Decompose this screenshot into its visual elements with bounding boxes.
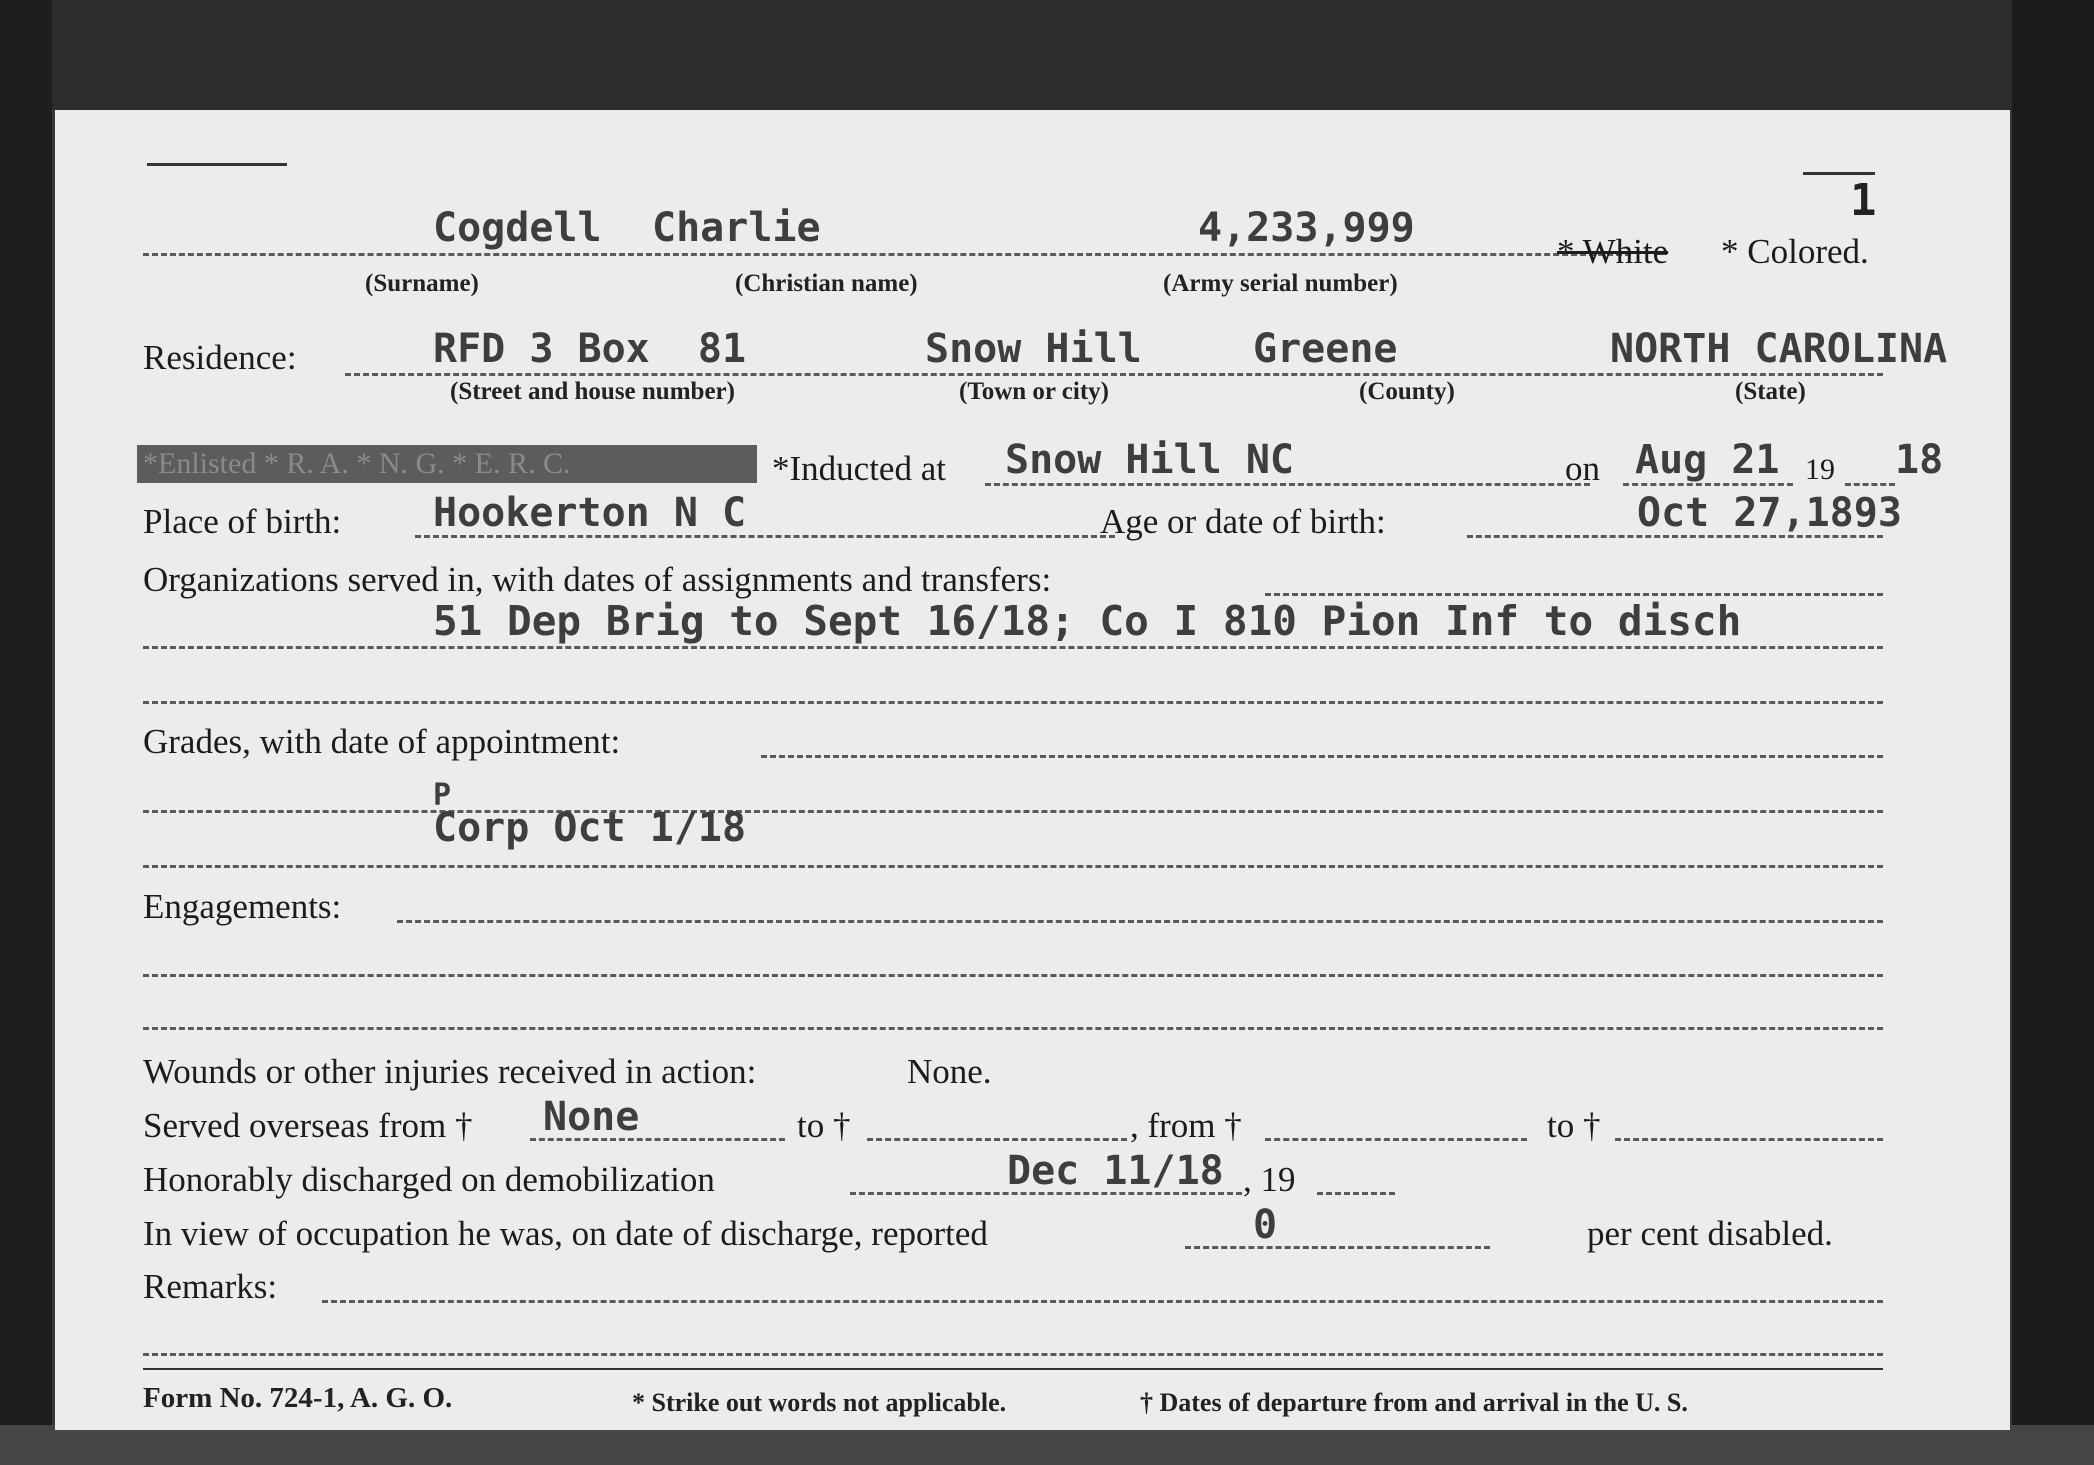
induction-year-line [1845,483,1895,486]
overseas-to2-line [1615,1138,1883,1141]
birth-date-value: Oct 27,1893 [1637,490,1902,536]
grades-line-3 [143,865,1883,868]
birth-place-value: Hookerton N C [433,490,747,536]
overseas-to-line [867,1138,1127,1141]
disability-value: 0 [1253,1202,1278,1248]
overseas-from-line [530,1138,785,1141]
organizations-value: 51 Dep Brig to Sept 16/18; Co I 810 Pion Inf to disch [433,597,1742,645]
engagements-line-2 [143,974,1883,977]
overseas-from-value: None [543,1094,640,1140]
scanner-background-bottom [0,1425,2094,1465]
grades-label: Grades, with date of appointment: [143,722,621,761]
birth-place-line [415,535,1115,538]
surname-value: Cogdell [433,205,602,251]
footer-rule [143,1368,1883,1370]
wounds-value: None. [907,1052,992,1091]
street-value: RFD 3 Box 81 [433,326,747,372]
remarks-line-2 [143,1353,1883,1356]
year-prefix: 19 [1805,453,1835,486]
overseas-from2-line [1265,1138,1527,1141]
induction-date-line [1623,483,1793,486]
county-caption: (County) [1359,378,1455,405]
disability-line [1185,1246,1490,1249]
residence-label: Residence: [143,338,297,377]
enlisted-redacted-block: *Enlisted * R. A. * N. G. * E. R. C. [137,445,757,483]
birth-date-line [1467,535,1883,538]
organizations-label: Organizations served in, with dates of assignments and transfers: [143,560,1052,599]
service-record-card [55,110,2010,1430]
surname-caption: (Surname) [365,270,479,297]
top-left-rule [147,163,287,166]
christian-name-caption: (Christian name) [735,270,918,297]
remarks-line-1 [322,1300,1883,1303]
overseas-to2-label: to † [1547,1106,1601,1145]
induction-date-value: Aug 21 [1635,437,1780,483]
age-label: Age or date of birth: [1100,502,1386,541]
discharge-year-line [1317,1192,1395,1195]
engagements-line-3 [143,1027,1883,1030]
inducted-label: *Inducted at [772,449,946,488]
remarks-label: Remarks: [143,1267,278,1306]
overseas-from2-label: , from † [1130,1106,1242,1145]
grade-correction-mark: P [433,778,452,813]
overseas-to-label: to † [797,1106,851,1145]
town-caption: (Town or city) [959,378,1109,405]
on-label: on [1565,449,1600,488]
overseas-label: Served overseas from † [143,1106,473,1145]
disability-label: In view of occupation he was, on date of discharge, reported [143,1214,988,1253]
scanner-background-right [2012,0,2094,1465]
discharge-date-value: Dec 11/18 [1007,1148,1224,1194]
induction-year-value: 18 [1895,437,1944,483]
scanner-background-left [0,0,52,1465]
engagements-label: Engagements: [143,887,342,926]
scanner-background-top [0,0,2094,110]
organizations-line-3 [143,701,1883,704]
christian-name-value: Charlie [652,205,821,251]
residence-line [345,373,1883,376]
inducted-line [985,483,1590,486]
name-line [143,253,1631,256]
disability-suffix: per cent disabled. [1587,1214,1833,1253]
wounds-label: Wounds or other injuries received in action: [143,1052,757,1091]
discharge-label: Honorably discharged on demobilization [143,1160,715,1199]
serial-number-value: 4,233,999 [1198,205,1415,251]
grades-line-2 [143,810,1883,813]
footnote-strike-out: * Strike out words not applicable. [632,1388,1007,1417]
discharge-suffix: , 19 [1243,1160,1296,1199]
race-white-option: * White [1557,232,1669,271]
engagements-line-1 [397,920,1883,923]
state-caption: (State) [1735,378,1806,405]
county-value: Greene [1253,326,1398,372]
serial-caption: (Army serial number) [1163,270,1398,297]
form-number: Form No. 724-1, A. G. O. [143,1382,453,1414]
inducted-place-value: Snow Hill NC [1005,437,1294,483]
discharge-date-line [850,1192,1242,1195]
street-caption: (Street and house number) [450,378,735,405]
organizations-line-1 [1265,593,1883,596]
organizations-line-2 [143,646,1883,649]
page-number: 1 [1850,175,1877,226]
birth-place-label: Place of birth: [143,502,342,541]
race-colored-option: * Colored. [1721,232,1869,271]
grades-value: Corp Oct 1/18 [433,805,747,851]
grades-line-1 [761,755,1883,758]
state-value: NORTH CAROLINA [1610,326,1948,372]
footnote-dates: † Dates of departure from and arrival in the U. S. [1140,1388,1688,1417]
town-value: Snow Hill [925,326,1142,372]
